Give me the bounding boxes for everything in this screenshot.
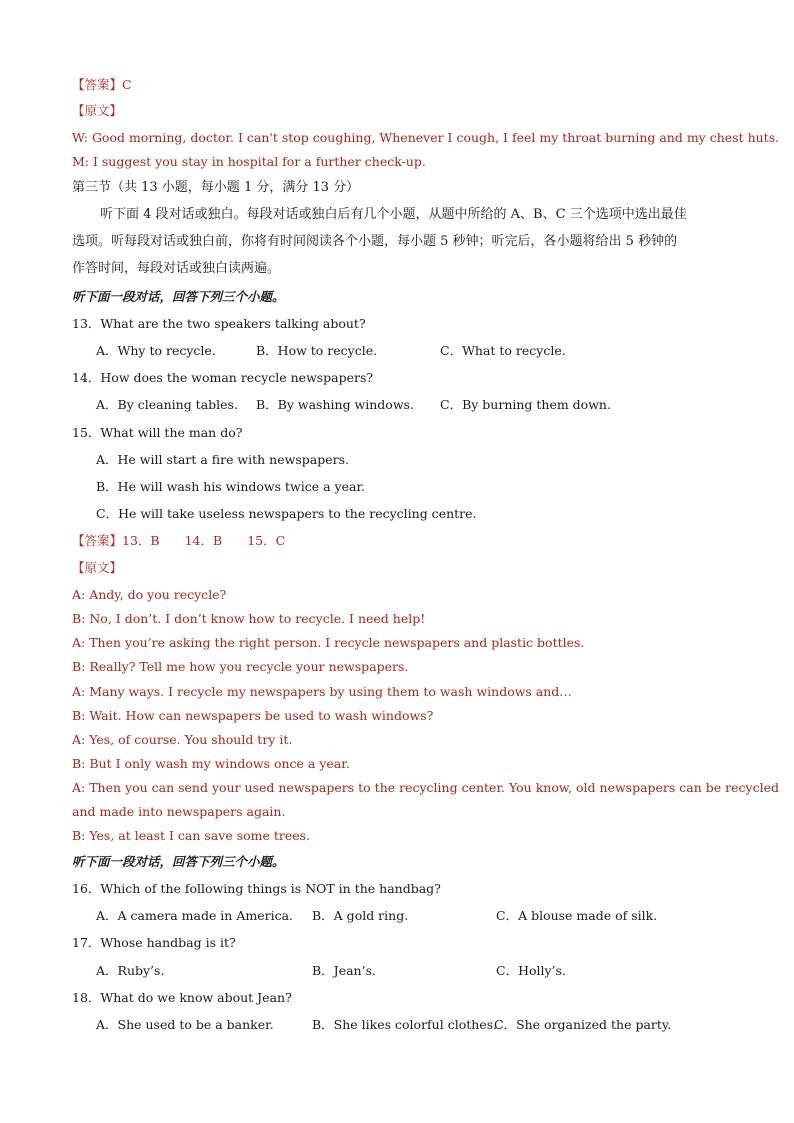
- question-15-stem: 15．What will the man do?: [72, 425, 243, 440]
- question-16-option-c: C．A blouse made of silk.: [496, 908, 658, 923]
- answer-label-2: [72, 533, 285, 549]
- question-18-stem: 18．What do we know about Jean?: [72, 990, 292, 1005]
- dialog2-line: B: Wait. How can newspapers be used to wash windows?: [72, 708, 434, 723]
- question-16-option-a: A．A camera made in America.: [96, 908, 294, 923]
- dialog2-line: B: Yes, at least I can save some trees.: [72, 828, 311, 843]
- section-prompt: 听下面一段对话，回答下列三个小题。: [72, 289, 285, 304]
- dialog1-line: W: Good morning, doctor. I can't stop coughing, Whenever I cough, I feel my throat burning and my chest huts.: [72, 130, 780, 145]
- question-14-option-c: C．By burning them down.: [440, 397, 611, 412]
- dialog2-line: and made into newspapers again.: [72, 804, 286, 819]
- dialog2-line: A: Andy, do you recycle?: [72, 587, 227, 602]
- question-15-option-a: A．He will start a fire with newspapers.: [96, 452, 349, 467]
- answer-label-1: [72, 77, 132, 93]
- instructions-line: 选项。听每段对话或独白前，你将有时间阅读各个小题，每小题 5 秒钟；听完后，各小题将给出 5 秒钟的: [72, 234, 678, 249]
- question-17-stem: 17．Whose handbag is it?: [72, 935, 236, 950]
- question-13-option-b: B．How to recycle.: [256, 343, 378, 358]
- question-17-option-c: C．Holly’s.: [496, 963, 566, 978]
- instructions-line: 作答时间，每段对话或独白读两遍。: [72, 261, 281, 276]
- question-14-option-b: B．By washing windows.: [256, 397, 414, 412]
- question-17-option-b: B．Jean’s.: [312, 963, 376, 978]
- dialog2-line: A: Then you’re asking the right person. I recycle newspapers and plastic bottles.: [72, 635, 585, 650]
- question-14-option-a: A．By cleaning tables.: [96, 397, 238, 412]
- dialog1-line: M: I suggest you stay in hospital for a further check-up.: [72, 154, 426, 169]
- dialog2-line: A: Yes, of course. You should try it.: [72, 732, 293, 747]
- section-title: 第三节（共 13 小题，每小题 1 分，满分 13 分）: [72, 180, 360, 195]
- dialog2-line: B: No, I don’t. I don’t know how to recycle. I need help!: [72, 611, 426, 626]
- question-18-option-a: A．She used to be a banker.: [96, 1017, 274, 1032]
- question-16-stem: 16．Which of the following things is NOT in the handbag?: [72, 881, 441, 896]
- dialog2-line: B: Really? Tell me how you recycle your newspapers.: [72, 659, 409, 674]
- section-prompt: 听下面一段对话，回答下列三个小题。: [72, 854, 285, 869]
- dialog2-line: B: But I only wash my windows once a year.: [72, 756, 350, 771]
- instructions-line: 听下面 4 段对话或独白。每段对话或独白后有几个小题，从题中所给的 A、B、C 三个选项中选出最佳: [100, 207, 687, 222]
- question-13-option-a: A．Why to recycle.: [96, 343, 216, 358]
- question-16-option-b: B．A gold ring.: [312, 908, 409, 923]
- question-13-option-c: C．What to recycle.: [440, 343, 566, 358]
- dialog2-line: A: Many ways. I recycle my newspapers by using them to wash windows and…: [72, 684, 572, 699]
- question-18-option-c: C．She organized the party.: [494, 1017, 672, 1032]
- answer-bracket: 【答案】: [72, 533, 123, 548]
- transcript-label-1: 【原文】: [72, 103, 123, 118]
- answer-value: C: [122, 77, 132, 92]
- question-15-option-b: B．He will wash his windows twice a year.: [96, 479, 366, 494]
- question-18-option-b: B．She likes colorful clothes.: [312, 1017, 498, 1032]
- answer-bracket: 【答案】: [72, 77, 123, 92]
- question-17-option-a: A．Ruby’s.: [96, 963, 165, 978]
- question-14-stem: 14．How does the woman recycle newspapers?: [72, 370, 374, 385]
- question-15-option-c: C．He will take useless newspapers to the recycling centre.: [96, 506, 477, 521]
- dialog2-line: A: Then you can send your used newspapers to the recycling center. You know, old newspapers can be recycled: [72, 780, 779, 795]
- transcript-label-2: 【原文】: [72, 560, 123, 575]
- question-13-stem: 13．What are the two speakers talking about?: [72, 316, 366, 331]
- answer-values: 13．B 14．B 15．C: [122, 533, 286, 548]
